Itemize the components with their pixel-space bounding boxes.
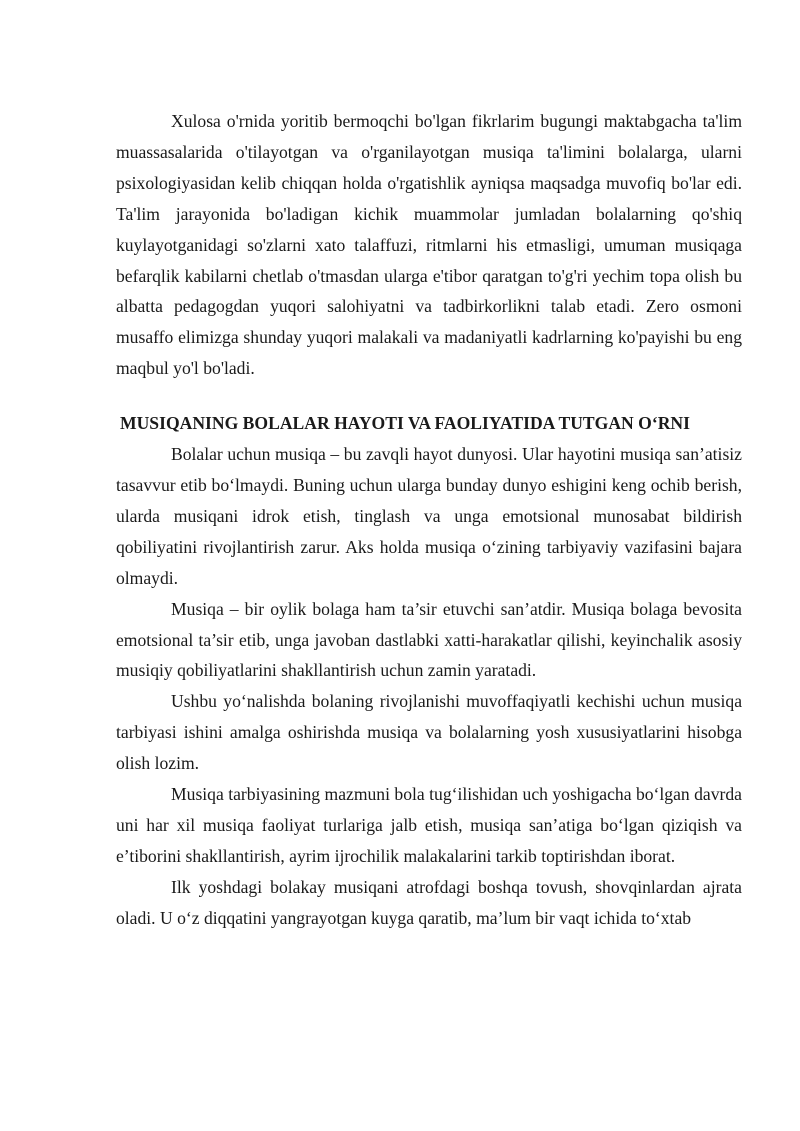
body-paragraph: Bolalar uchun musiqa – bu zavqli hayot dunyosi. Ular hayotini musiqa san’atisiz tasavvur etib bo‘lmaydi. Buning uchun ularga bunday dunyo eshigini keng ochib berish, ularda musiqani idrok etish, tinglash va unga emotsional munosabat bildirish qobiliyatini rivojlantirish zarur. Aks holda musiqa o‘zining tarbiyaviy vazifasini bajara olmaydi. <box>116 444 742 588</box>
body-paragraph: Ushbu yo‘nalishda bolaning rivojlanishi muvoffaqiyatli kechishi uchun musiqa tarbiyasi ishini amalga oshirishda musiqa va bolalarning yosh xususiyatlarini hisobga olish lozim. <box>116 691 742 774</box>
page-content <box>116 106 742 934</box>
body-paragraph: Musiqa tarbiyasining mazmuni bola tug‘ilishidan uch yoshigacha bo‘lgan davrda uni har xil musiqa faoliyat turlariga jalb etish, musiqa san’atiga bo‘lgan qiziqish va e’tiborini shakllantirish, ayrim ijrochilik malakalarini tarkib toptirishdan iborat. <box>116 784 742 866</box>
intro-paragraph: Xulosa o'rnida yoritib bermoqchi bo'lgan fikrlarim bugungi maktabgacha ta'lim muassasalarida o'tilayotgan va o'rganilayotgan musiqa ta'limini bolalarga, ularni psixologiyasidan kelib chiqqan holda o'rgatishlik ayniqsa maqsadga muvofiq bo'lar edi. Ta'lim jarayonida bo'ladigan kichik muammolar jumladan bolalarning qo'shiq kuylayotganidagi so'zlarni xato talaffuzi, ritmlarni his etmasligi, umuman musiqaga befarqlik kabilarni chetlab o'tmasdan ularga e'tibor qaratgan to'g'ri yechim topa olish bu albatta pedagogdan yuqori salohiyatni va tadbirkorlikni talab etadi. Zero osmoni musaffo elimizga shunday yuqori malakali va madaniyatli kadrlarning ko'payishi bu eng maqbul yo'l bo'ladi. <box>116 111 742 379</box>
body-paragraph: Ilk yoshdagi bolakay musiqani atrofdagi boshqa tovush, shovqinlardan ajrata oladi. U o‘z diqqatini yangrayotgan kuyga qaratib, ma’lum bir vaqt ichida to‘xtab <box>116 876 742 928</box>
section-heading: MUSIQANING BOLALAR HAYOTI VA FAOLIYATIDA TUTGAN O‘RNI <box>120 413 690 434</box>
body-paragraph: Musiqa – bir oylik bolaga ham ta’sir etuvchi san’atdir. Musiqa bolaga bevosita emotsional ta’sir etib, unga javoban dastlabki xatti-harakatlar qilishi, keyinchalik asosiy musiqiy qobiliyatlarini shakllantirish uchun zamin yaratadi. <box>116 598 742 681</box>
